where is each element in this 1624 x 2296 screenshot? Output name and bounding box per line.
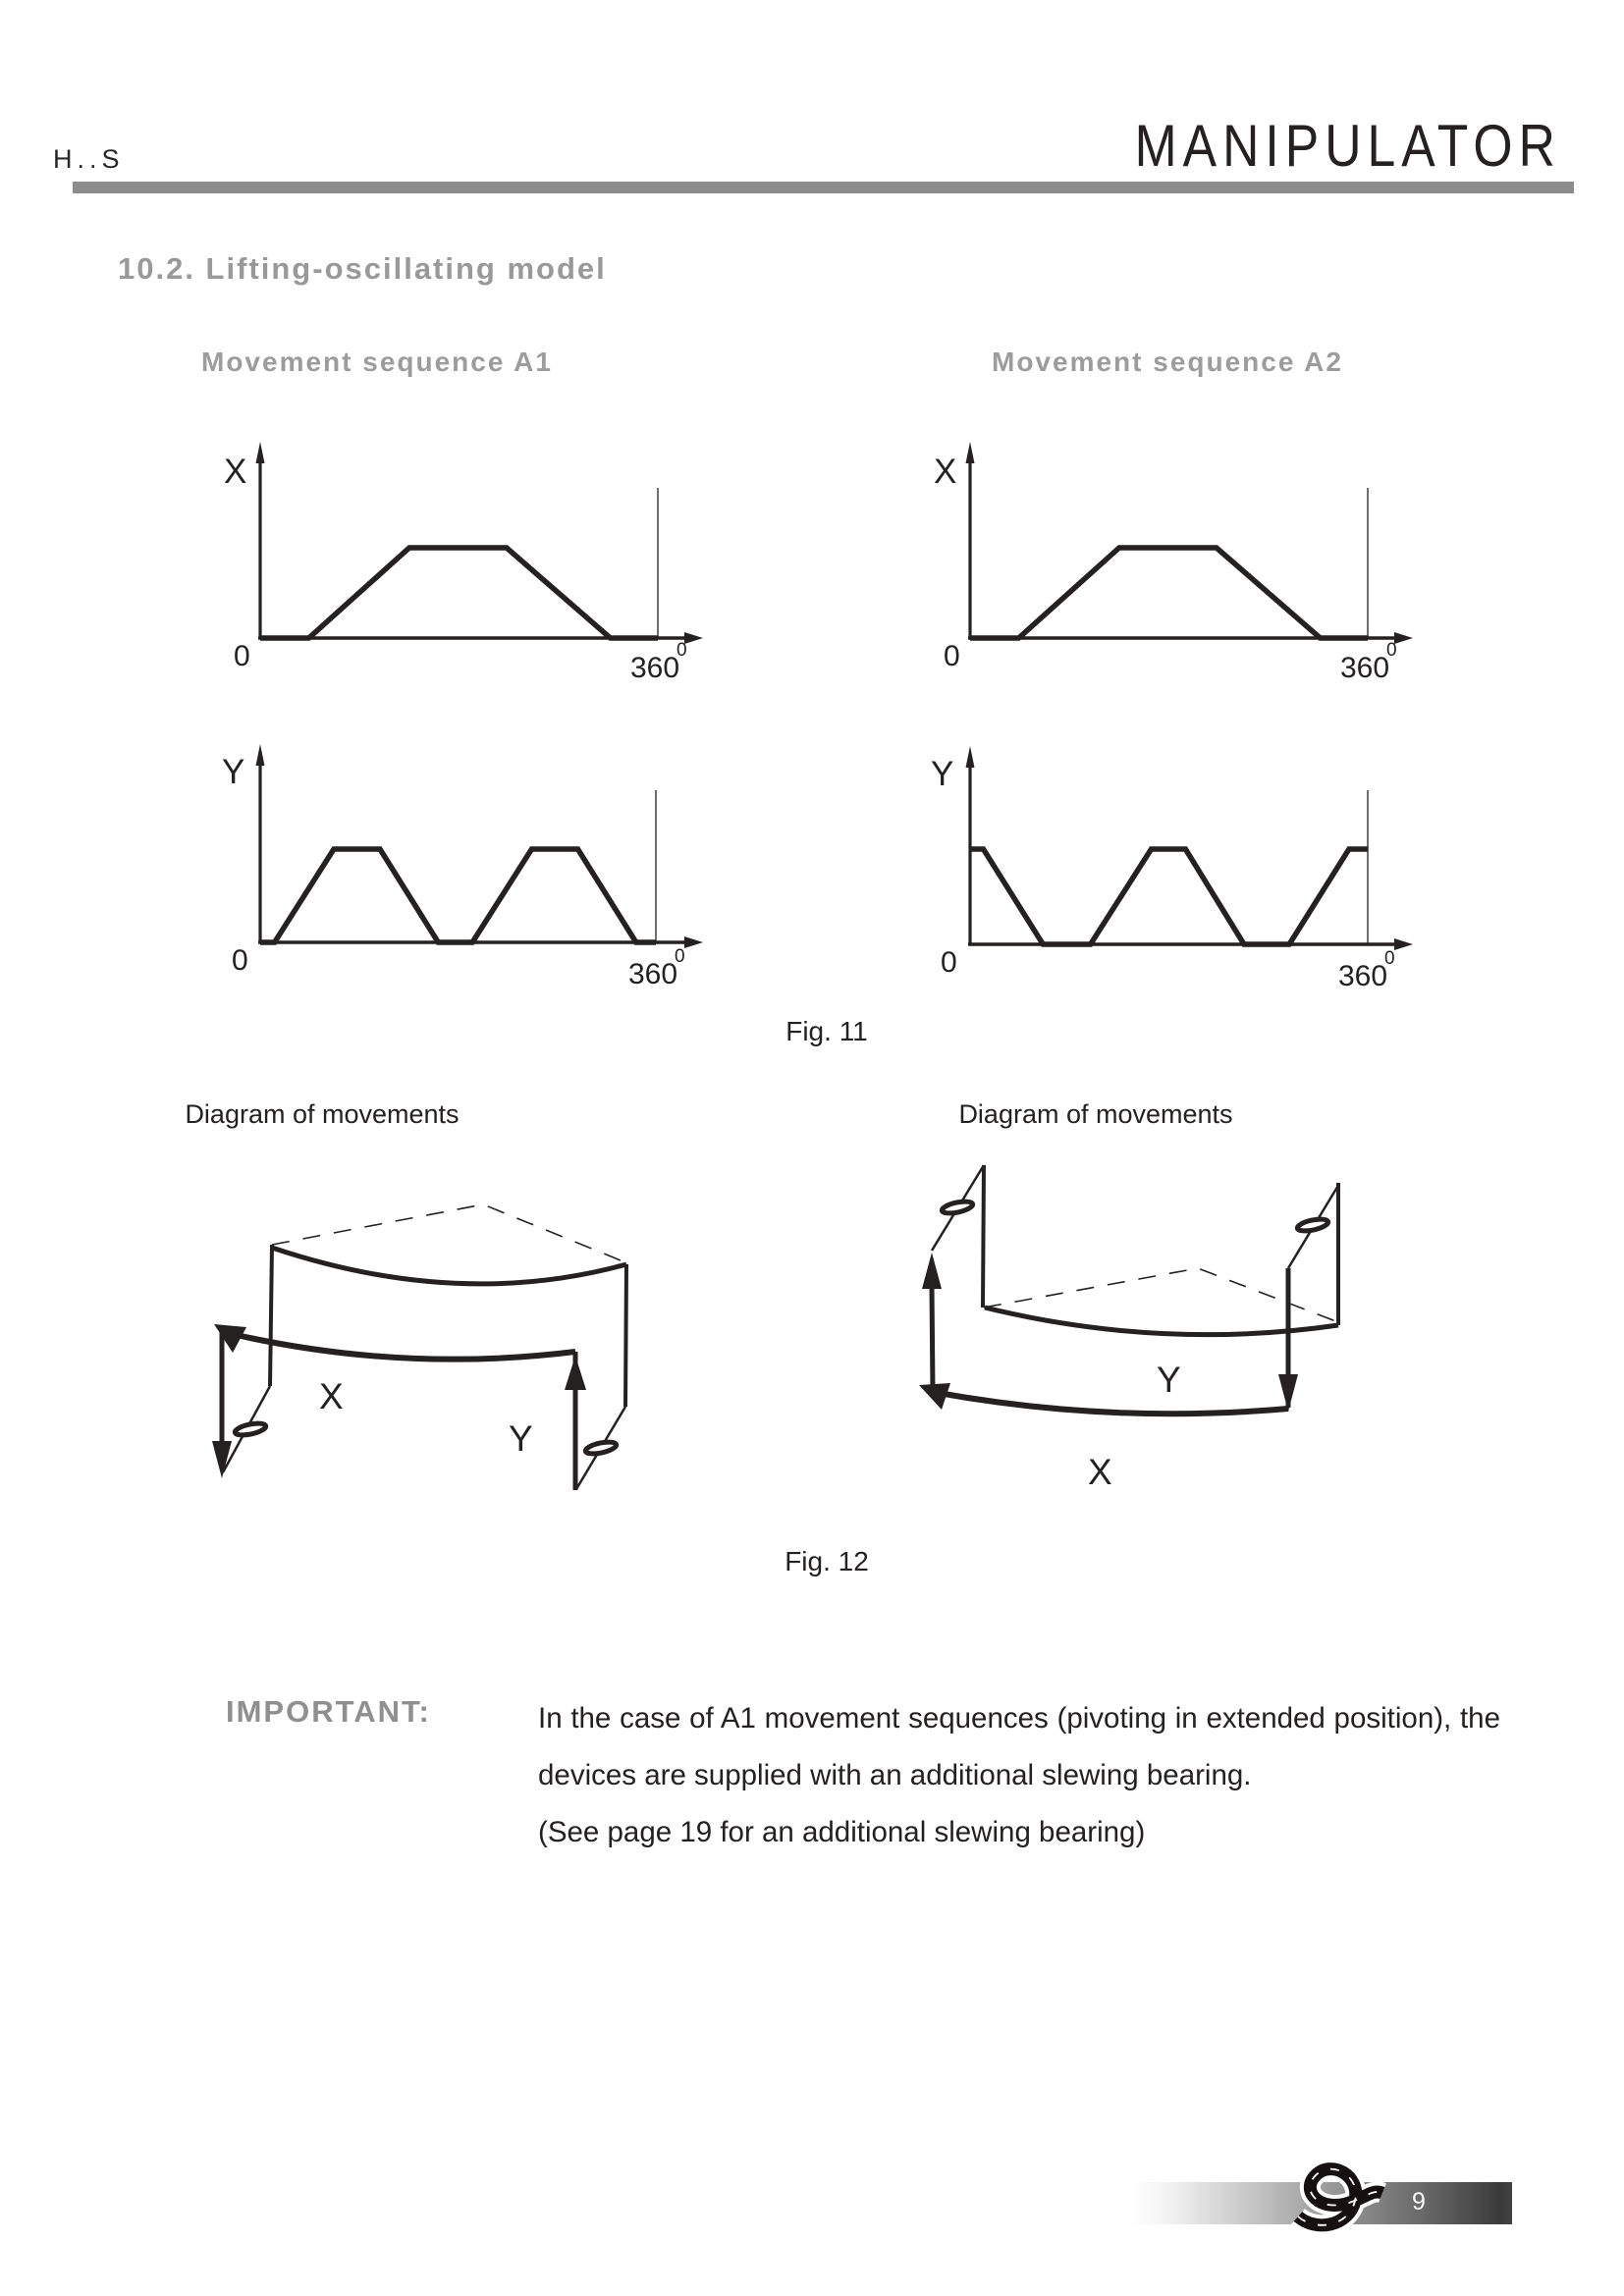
up-arrow-head-icon [565, 1356, 586, 1390]
x-max-superscript: 0 [675, 946, 685, 967]
x-max-label: 360 [1338, 960, 1388, 992]
column-title-a1: Movement sequence A1 [201, 347, 553, 377]
waveform [260, 548, 658, 638]
y-motion-label: Y [1157, 1360, 1181, 1400]
y-axis-label: X [224, 453, 247, 491]
diagram-title-right: Diagram of movements [958, 1099, 1233, 1129]
movement-diagram-a1 [177, 1129, 727, 1541]
y-axis-label: Y [222, 753, 245, 791]
origin-label: 0 [234, 640, 250, 672]
left-edge [270, 1245, 272, 1386]
x-axis-arrow-icon [1394, 938, 1413, 950]
x-motion-label: X [319, 1376, 344, 1416]
origin-label: 0 [941, 946, 957, 979]
y-axis-arrow-icon [256, 744, 265, 766]
chart-a1-x [196, 412, 746, 707]
x-swing-arrow-curve [228, 1333, 575, 1360]
important-label: IMPORTANT: [226, 1694, 431, 1729]
figure-12-caption: Fig. 12 [785, 1546, 869, 1576]
brand-knot-logo [1286, 2158, 1394, 2236]
origin-label: 0 [232, 944, 248, 977]
waveform [970, 548, 1368, 638]
down-arrow-head-icon [1278, 1374, 1298, 1412]
movement-diagram-a2 [844, 1129, 1394, 1541]
x-axis-arrow-icon [684, 936, 703, 948]
figure-11-caption: Fig. 11 [785, 1016, 868, 1046]
bottom-front-curve [985, 1308, 1338, 1335]
top-front-curve [272, 1248, 626, 1284]
left-pivot-marker [234, 1421, 266, 1437]
left-edge [983, 1165, 984, 1308]
y-axis-arrow-icon [256, 442, 265, 463]
x-arrow-head-icon [919, 1383, 950, 1410]
chart-a2-x [903, 412, 1453, 707]
diagram-title-left: Diagram of movements [185, 1099, 460, 1129]
y-axis-label: X [934, 453, 957, 491]
y-axis-arrow-icon [966, 442, 975, 463]
x-max-superscript: 0 [677, 640, 687, 661]
x-swing-arrow-curve [933, 1392, 1288, 1414]
y-lift-axis [932, 1286, 933, 1392]
page-number: 9 [1412, 2188, 1426, 2216]
origin-label: 0 [944, 640, 960, 672]
y-axis-label: Y [931, 755, 954, 793]
waveform [260, 849, 656, 942]
header-divider-bar [73, 182, 1574, 193]
waveform [970, 849, 1368, 944]
x-max-superscript: 0 [1384, 948, 1395, 969]
product-title: MANIPULATOR [1134, 113, 1561, 179]
hidden-top-edge-dashed [984, 1268, 1338, 1322]
y-axis-arrow-icon [966, 746, 975, 768]
important-text [538, 1690, 1500, 1861]
chart-a1-y [196, 707, 746, 1001]
up-arrow-head-icon [922, 1253, 942, 1289]
y-motion-label: Y [509, 1418, 533, 1459]
x-max-label: 360 [1340, 652, 1390, 684]
section-title: 10.2. Lifting-oscillating model [118, 251, 607, 286]
x-motion-label: X [1088, 1452, 1112, 1492]
x-max-label: 360 [630, 652, 680, 684]
x-axis-arrow-icon [684, 632, 703, 644]
right-edge [625, 1264, 626, 1407]
x-max-label: 360 [628, 958, 678, 990]
left-pivot-marker [941, 1200, 973, 1215]
model-code: H..S [53, 144, 125, 174]
important-line-3: (See page 19 for an additional slewing bearing) [538, 1816, 1146, 1848]
right-pivot-marker [584, 1440, 617, 1456]
hidden-top-edge-dashed [272, 1204, 625, 1262]
right-pivot-marker [1296, 1217, 1328, 1233]
important-line-1: In the case of A1 movement sequences (pivoting in extended position), the [538, 1702, 1500, 1735]
x-max-superscript: 0 [1386, 640, 1397, 661]
important-line-2: devices are supplied with an additional slewing bearing. [538, 1759, 1252, 1791]
column-title-a2: Movement sequence A2 [992, 347, 1343, 377]
chart-a2-y [903, 707, 1453, 1001]
x-axis-arrow-icon [1394, 632, 1413, 644]
